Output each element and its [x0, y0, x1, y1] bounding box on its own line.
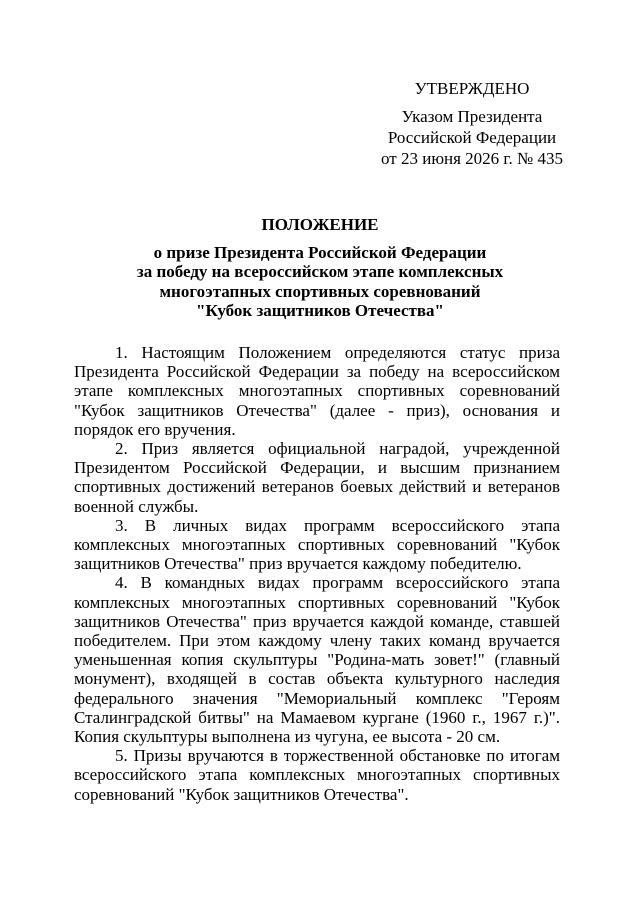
approval-line: Указом Президента	[401, 107, 543, 126]
paragraph-1: 1. Настоящим Положением определяются статус приза Президента Российской Федерации за победу на всероссийском этапе комплексных многоэтапных спортивных соревнований "Кубок защитников Отечества" (далее - приз), основания и порядок его вручения.	[74, 343, 560, 439]
approval-stamp-word: УТВЕРЖДЕНО	[414, 79, 530, 98]
paragraph-5: 5. Призы вручаются в торжественной обстановке по итогам всероссийского этапа комплексных многоэтапных спортивных соревнований "Кубок защитников Отечества".	[74, 746, 560, 804]
document-body	[74, 343, 560, 804]
approval-line: Российской Федерации	[387, 128, 557, 147]
paragraph-4: 4. В командных видах программ всероссийского этапа комплексных многоэтапных спортивных соревнований "Кубок защитников Отечества" приз вручается каждой команде, ставшей победителем. При этом каждому члену таких команд вручается уменьшенная копия скульптуры "Родина-мать зовет!" (главный монумент), входящей в состав объекта культурного наследия федерального значения "Мемориальный комплекс "Героям Сталинградской битвы" на Мамаевом кургане (1960 г., 1967 г.)". Копия скульптуры выполнена из чугуна, ее высота - 20 см.	[74, 573, 560, 747]
approval-date-line: от 23 июня 2026 г. № 435	[381, 149, 563, 168]
document-subtitle-line: многоэтапных спортивных соревнований	[159, 281, 481, 301]
document-subtitle-line: "Кубок защитников Отечества"	[196, 301, 444, 320]
document-subtitle-line: за победу на всероссийском этапе комплексных	[136, 262, 504, 281]
document-subtitle-line: о призе Президента Российской Федерации	[153, 242, 487, 262]
approval-block	[360, 78, 584, 169]
paragraph-2: 2. Приз является официальной наградой, учрежденной Президентом Российской Федерации, и высшим признанием спортивных достижений ветеранов боевых действий и ветеранов военной службы.	[74, 439, 560, 516]
document-type-heading: ПОЛОЖЕНИЕ	[261, 215, 379, 234]
document-title-block	[60, 215, 580, 321]
paragraph-3: 3. В личных видах программ всероссийского этапа комплексных многоэтапных спортивных соревнований "Кубок защитников Отечества" приз вручается каждому победителю.	[74, 515, 560, 574]
